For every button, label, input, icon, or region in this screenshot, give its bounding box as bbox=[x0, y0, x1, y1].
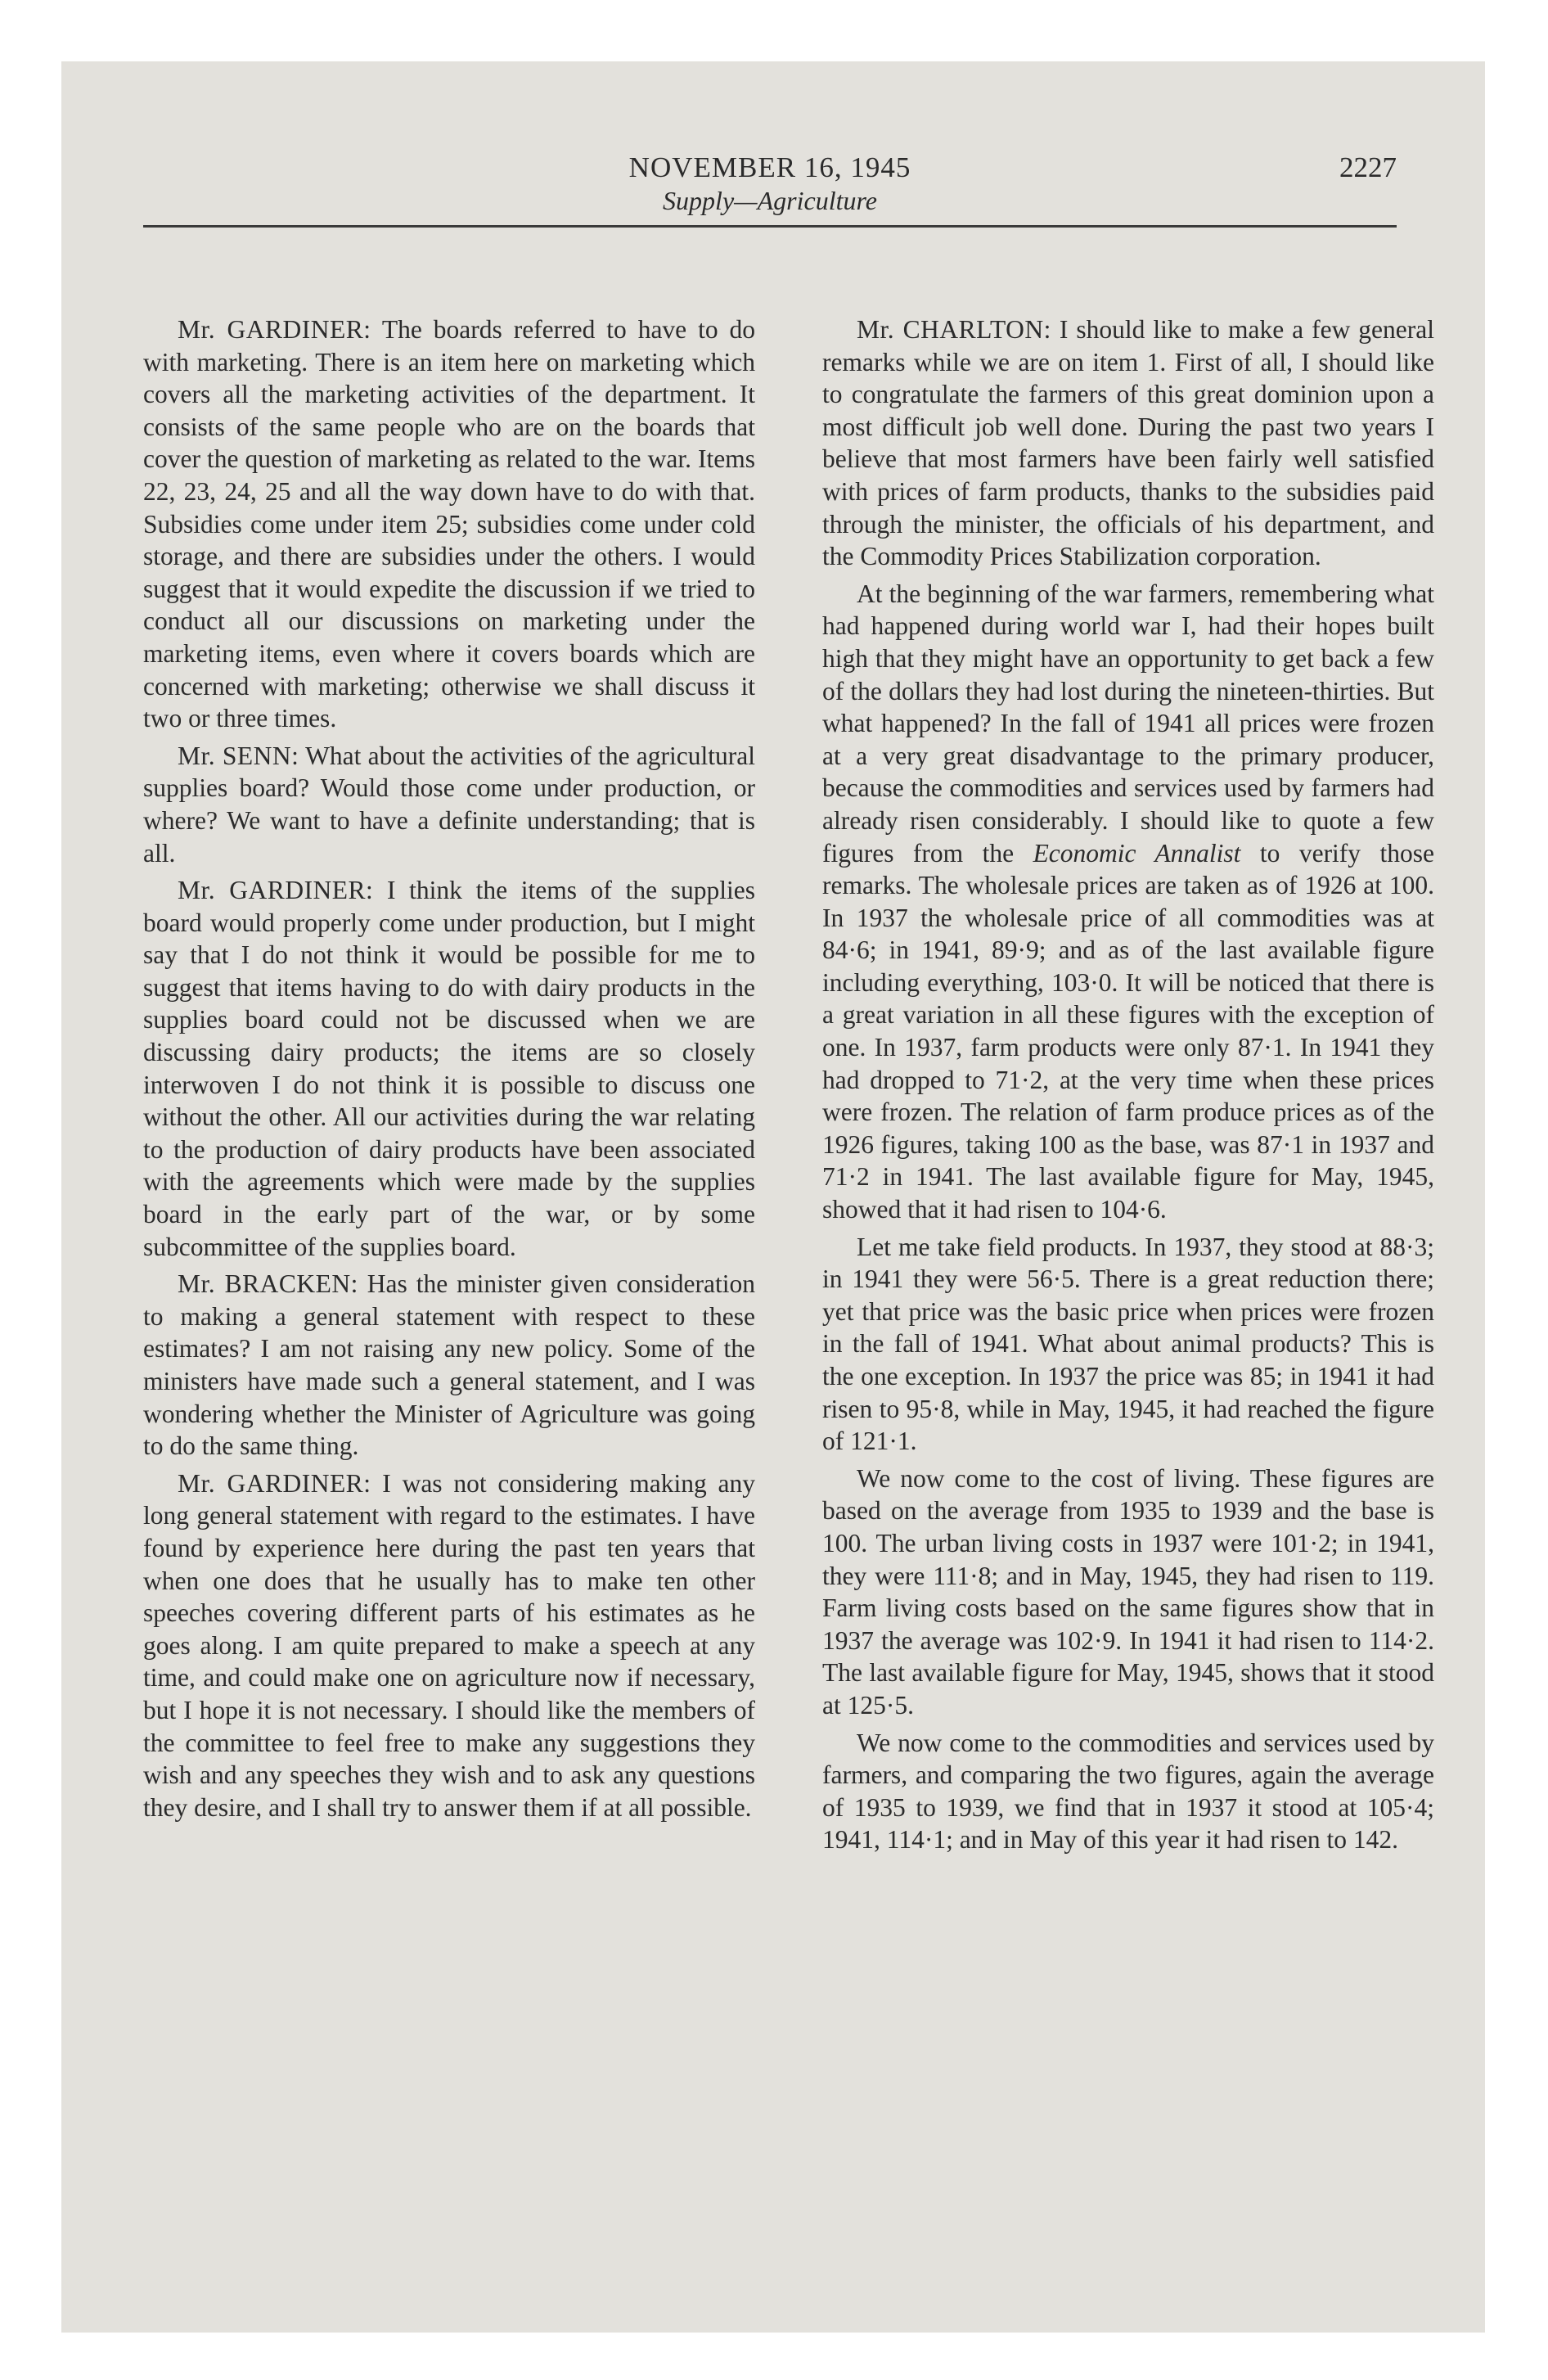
paragraph-gardiner-1 bbox=[143, 313, 755, 735]
paragraph-commodities bbox=[822, 1727, 1434, 1856]
publication-title: Economic Annalist bbox=[1033, 838, 1241, 868]
speaker-name: Mr. GARDINER: bbox=[178, 315, 371, 344]
paragraph-charlton bbox=[822, 313, 1434, 573]
paragraph-text: I was not considering making any long general statement with regard to the estimates. I have found by experience here during the past ten years that when one does that he usually has to make ten other speeches covering different parts of his estimates as he goes along. I am quite prepared to make a speech at any time, and could make one on agriculture now if necessary, but I hope it is not necessary. I should like the members of the committee to feel free to make any suggestions they wish and any speeches they wish and to ask any questions they desire, and I shall try to answer them if at all possible. bbox=[143, 1468, 755, 1822]
page-header bbox=[143, 151, 1397, 274]
header-section: Supply—Agriculture bbox=[663, 186, 877, 215]
paragraph-text: We now come to the commodities and services used by farmers, and comparing the two figures, again the average of 1935 to 1939, we find that in 1937 it stood at 105·4; 1941, 114·1; and in May of this year it had risen to 142. bbox=[822, 1728, 1434, 1855]
paragraph-field-products bbox=[822, 1231, 1434, 1458]
paragraph-text: What about the activities of the agricultural supplies board? Would those come under production, or where? We want to have a definite understanding; that is all. bbox=[143, 741, 755, 868]
paragraph-senn bbox=[143, 740, 755, 869]
left-column bbox=[143, 313, 755, 1828]
header-date: NOVEMBER 16, 1945 bbox=[628, 151, 911, 183]
page bbox=[61, 61, 1485, 2333]
paragraph-text: I think the items of the supplies board would properly come under production, but I might say that I do not think it would be possible for me to suggest that items having to do with dairy products in the supplies board could not be discussed when we are discussing dairy products; the items are so closely interwoven I do not think it is possible to discuss one without the other. All our activities during the war relating to the production of dairy products have been associated with the agreements which were made by the supplies board in the early part of the war, or by some subcommittee of the supplies board. bbox=[143, 876, 755, 1261]
speaker-name: Mr. CHARLTON: bbox=[857, 315, 1051, 344]
right-column bbox=[822, 313, 1434, 1861]
paragraph-text: Has the minister given consideration to making a general statement with respect to these estimates? I am not raising any new policy. Some of the ministers have made such a general statement, and I was wondering whether the Minister of Agriculture was going to do the same thing. bbox=[143, 1269, 755, 1461]
paragraph-text: I should like to make a few general remarks while we are on item 1. First of all, I should like to congratulate the farmers of this great dominion upon a most difficult job well done. During the past two years I believe that most farmers have been fairly well satisfied with prices of farm products, thanks to the subsidies paid through the minister, the officials of his department, and the Commodity Prices Stabilization corporation. bbox=[822, 315, 1434, 571]
paragraph-text: The boards referred to have to do with marketing. There is an item here on marketing which covers all the marketing activities of the department. It consists of the same people who are on the boards that cover the question of marketing as related to the war. Items 22, 23, 24, 25 and all the way down have to do with that. Subsidies come under item 25; subsidies come under cold storage, and there are subsidies under the others. I would suggest that it would expedite the discussion if we tried to conduct all our discussions on marketing under the marketing items, even where it covers boards which are concerned with marketing; otherwise we shall discuss it two or three times. bbox=[143, 315, 755, 733]
paragraph-text: to verify those remarks. The wholesale prices are taken as of 1926 at 100. In 1937 the wholesale price of all commodities was at 84·6; in 1941, 89·9; and as of the last available figure including everything, 103·0. It will be noticed that there is a great variation in all these figures with the exception of one. In 1937, farm products were only 87·1. In 1941 they had dropped to 71·2, at the very time when these prices were frozen. The relation of farm produce prices as of the 1926 figures, taking 100 as the base, was 87·1 in 1937 and 71·2 in 1941. The last available figure for May, 1945, showed that it had risen to 104·6. bbox=[822, 838, 1435, 1224]
speaker-name: Mr. GARDINER: bbox=[178, 1468, 371, 1498]
header-page-number: 2227 bbox=[1339, 151, 1397, 183]
paragraph-bracken bbox=[143, 1268, 755, 1463]
paragraph-text: Let me take field products. In 1937, they stood at 88·3; in 1941 they were 56·5. There is a great reduction there; yet that price was the basic price when prices were frozen in the fall of 1941. What about animal products? This is the one exception. In 1937 the price was 85; in 1941 it had risen to 95·8, while in May, 1945, it had reached the figure of 121·1. bbox=[822, 1232, 1434, 1456]
speaker-name: Mr. SENN: bbox=[178, 741, 299, 770]
paragraph-text: We now come to the cost of living. These figures are based on the average from 1935 to 1939 and the base is 100. The urban living costs in 1937 were 101·2; in 1941, they were 111·8; and in May, 1945, they had risen to 119. Farm living costs based on the same figures show that in 1937 the average was 102·9. In 1941 it had risen to 114·2. The last available figure for May, 1945, shows that it stood at 125·5. bbox=[822, 1463, 1434, 1720]
speaker-name: Mr. GARDINER: bbox=[178, 876, 374, 905]
speaker-name: Mr. BRACKEN: bbox=[178, 1269, 358, 1299]
paragraph-war-prices bbox=[822, 578, 1434, 1226]
header-rule bbox=[143, 225, 1397, 228]
paragraph-gardiner-3 bbox=[143, 1467, 755, 1824]
paragraph-text: At the beginning of the war farmers, remembering what had happened during world war I, had their hopes built high that they might have an opportunity to get back a few of the dollars they had lost during the nineteen-thirties. But what happened? In the fall of 1941 all prices were frozen at a very great disadvantage to the primary producer, because the commodities and services used by farmers had already risen considerably. I should like to quote a few figures from the bbox=[822, 579, 1434, 868]
paragraph-gardiner-2 bbox=[143, 874, 755, 1263]
paragraph-cost-of-living bbox=[822, 1463, 1434, 1722]
